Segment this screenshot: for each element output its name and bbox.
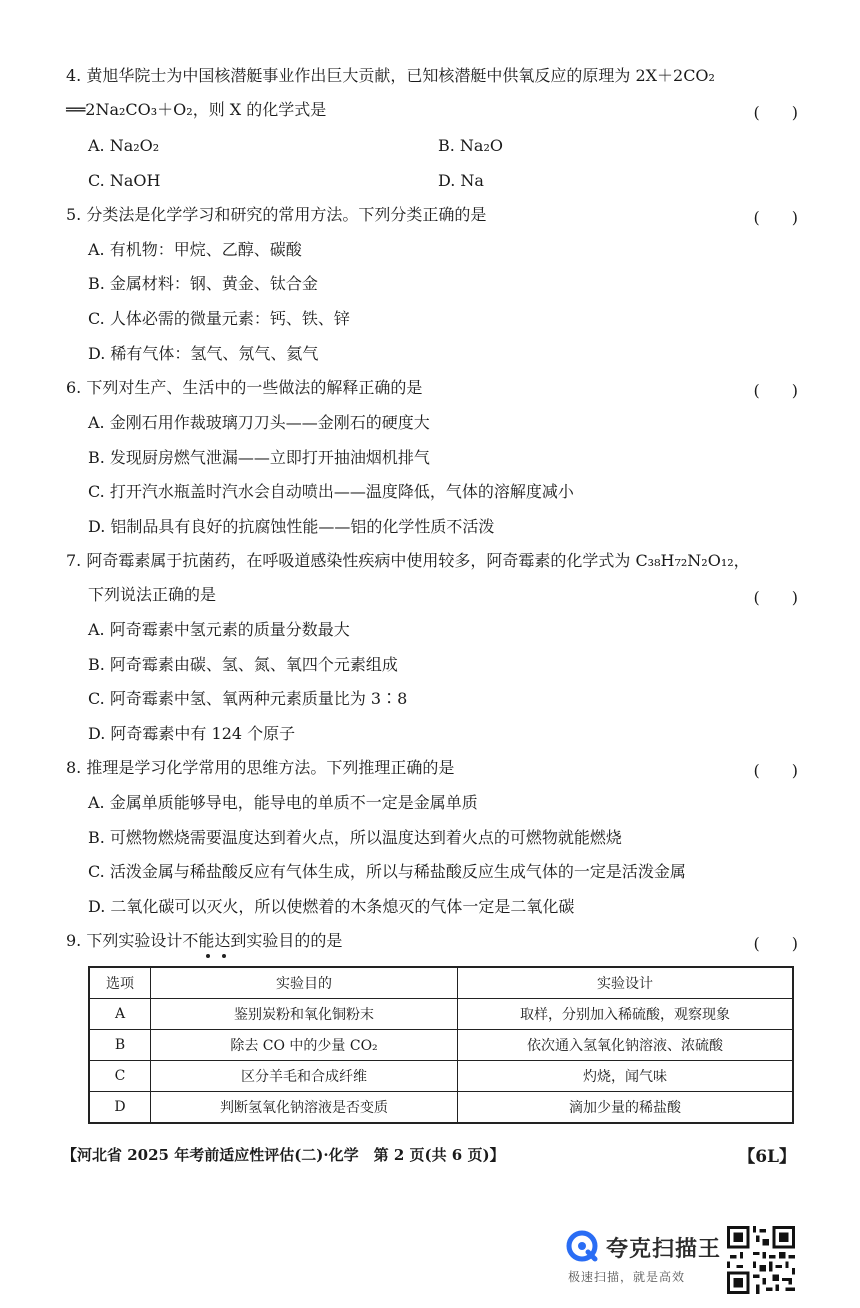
cell-purpose: 区分羊毛和合成纤维 <box>151 1061 458 1092</box>
table-row <box>89 1030 793 1061</box>
page-footer: 【河北省 2025 年考前适应性评估(二)·化学 第 2 页(共 6 页)】 <box>62 1146 505 1164</box>
q8-answer-paren: ( ) <box>753 761 798 780</box>
q9-stem: 9. 下列实验设计不能达到实验目的的是 <box>66 931 343 950</box>
q8-option-d: D. 二氧化碳可以灭火，所以使燃着的木条熄灭的气体一定是二氧化碳 <box>88 897 575 916</box>
emphasis-dot <box>222 954 226 958</box>
q5-answer-paren: ( ) <box>753 208 798 227</box>
q8-option-b: B. 可燃物燃烧需要温度达到着火点，所以温度达到着火点的可燃物就能燃烧 <box>88 828 622 847</box>
qr-code-icon[interactable] <box>727 1226 795 1294</box>
q4-stem-line1: 4. 黄旭华院士为中国核潜艇事业作出巨大贡献，已知核潜艇中供氧反应的原理为 2X＋2CO₂ <box>66 66 715 85</box>
q5-option-d: D. 稀有气体：氢气、氖气、氦气 <box>88 344 319 363</box>
q5-option-a: A. 有机物：甲烷、乙醇、碳酸 <box>88 240 302 259</box>
header-purpose: 实验目的 <box>151 967 458 999</box>
table-row <box>89 999 793 1030</box>
q4-option-c: C. NaOH <box>88 171 161 190</box>
table-row <box>89 1092 793 1124</box>
q8-stem: 8. 推理是学习化学常用的思维方法。下列推理正确的是 <box>66 758 455 777</box>
table-header-row <box>89 967 793 999</box>
header-design: 实验设计 <box>458 967 794 999</box>
q4-stem-line2: ══2Na₂CO₃＋O₂，则 X 的化学式是 <box>66 100 327 119</box>
cell-design: 取样，分别加入稀硫酸，观察现象 <box>458 999 794 1030</box>
experiment-table <box>88 966 794 1124</box>
q5-option-c: C. 人体必需的微量元素：钙、铁、锌 <box>88 309 350 328</box>
cell-purpose: 判断氢氧化钠溶液是否变质 <box>151 1092 458 1124</box>
scanner-brand-name: 夸克扫描王 <box>606 1237 722 1262</box>
q7-answer-paren: ( ) <box>753 588 798 607</box>
cell-design: 滴加少量的稀盐酸 <box>458 1092 794 1124</box>
cell-option: D <box>89 1092 151 1124</box>
q6-answer-paren: ( ) <box>753 381 798 400</box>
q5-stem: 5. 分类法是化学学习和研究的常用方法。下列分类正确的是 <box>66 205 487 224</box>
q6-option-d: D. 铝制品具有良好的抗腐蚀性能——铝的化学性质不活泼 <box>88 517 495 536</box>
q4-option-a: A. Na₂O₂ <box>88 136 160 155</box>
q6-option-b: B. 发现厨房燃气泄漏——立即打开抽油烟机排气 <box>88 448 430 467</box>
q6-option-a: A. 金刚石用作裁玻璃刀刀头——金刚石的硬度大 <box>88 413 430 432</box>
cell-option: A <box>89 999 151 1030</box>
q6-option-c: C. 打开汽水瓶盖时汽水会自动喷出——温度降低，气体的溶解度减小 <box>88 482 574 501</box>
q8-option-a: A. 金属单质能够导电，能导电的单质不一定是金属单质 <box>88 793 478 812</box>
paper-code: 【6L】 <box>738 1147 796 1167</box>
cell-purpose: 除去 CO 中的少量 CO₂ <box>151 1030 458 1061</box>
q7-stem-line1: 7. 阿奇霉素属于抗菌药，在呼吸道感染性疾病中使用较多，阿奇霉素的化学式为 C₃₈H₇₂N₂O₁₂， <box>66 551 750 570</box>
scanner-logo-icon <box>566 1230 598 1262</box>
q7-option-d: D. 阿奇霉素中有 124 个原子 <box>88 724 296 743</box>
q5-option-b: B. 金属材料：钢、黄金、钛合金 <box>88 274 318 293</box>
scanner-slogan: 极速扫描，就是高效 <box>568 1270 686 1284</box>
q7-option-b: B. 阿奇霉素由碳、氢、氮、氧四个元素组成 <box>88 655 398 674</box>
emphasis-dot <box>206 954 210 958</box>
q9-answer-paren: ( ) <box>753 934 798 953</box>
cell-design: 灼烧，闻气味 <box>458 1061 794 1092</box>
q7-stem-line2: 下列说法正确的是 <box>88 585 217 604</box>
cell-purpose: 鉴别炭粉和氧化铜粉末 <box>151 999 458 1030</box>
q4-option-b: B. Na₂O <box>438 136 503 155</box>
q7-option-c: C. 阿奇霉素中氢、氧两种元素质量比为 3∶8 <box>88 689 408 708</box>
q7-option-a: A. 阿奇霉素中氢元素的质量分数最大 <box>88 620 350 639</box>
table-row <box>89 1061 793 1092</box>
q4-option-d: D. Na <box>438 171 484 190</box>
q4-answer-paren: ( ) <box>753 103 798 122</box>
cell-option: B <box>89 1030 151 1061</box>
header-option: 选项 <box>89 967 151 999</box>
cell-design: 依次通入氢氧化钠溶液、浓硫酸 <box>458 1030 794 1061</box>
cell-option: C <box>89 1061 151 1092</box>
q6-stem: 6. 下列对生产、生活中的一些做法的解释正确的是 <box>66 378 423 397</box>
scanner-watermark <box>566 1228 726 1288</box>
q8-option-c: C. 活泼金属与稀盐酸反应有气体生成，所以与稀盐酸反应生成气体的一定是活泼金属 <box>88 862 686 881</box>
